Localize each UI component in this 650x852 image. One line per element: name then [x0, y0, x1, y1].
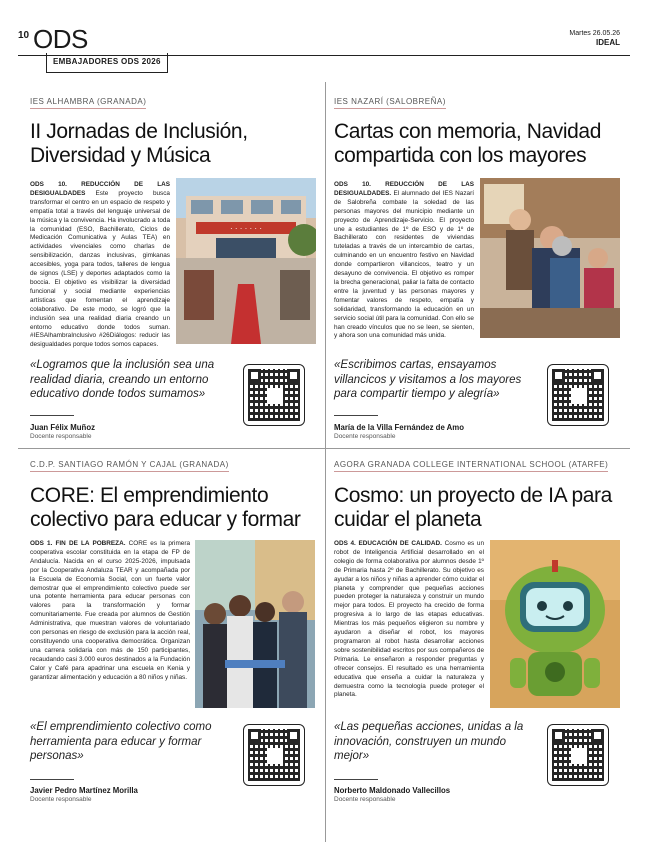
- signature-rule: [30, 415, 74, 416]
- pull-quote: «Escribimos cartas, ensayamos villancicos y visitamos a los mayores para compartir tiempo y alegría»: [334, 359, 522, 400]
- school-label: AGORA GRANADA COLLEGE INTERNATIONAL SCHOOL (ATARFE): [334, 460, 608, 472]
- signature-rule: [334, 779, 378, 780]
- school-label: IES NAZARÍ (SALOBREÑA): [334, 97, 446, 109]
- cosmo-robot-photo: [490, 540, 620, 708]
- article-title: CORE: El emprendimiento colectivo para educar y formar: [30, 484, 301, 531]
- article-body: [30, 181, 170, 350]
- article-title: Cartas con memoria, Navidad compartida con los mayores: [334, 120, 601, 167]
- school-label: C.D.P. SANTIAGO RAMÓN Y CAJAL (GRANADA): [30, 460, 229, 472]
- section-title: ODS: [33, 24, 88, 54]
- page-number: 10: [18, 30, 30, 41]
- signature-rule: [334, 415, 378, 416]
- pull-quote: «El emprendimiento colectivo como herramienta para educar y formar personas»: [30, 721, 212, 762]
- qr-code[interactable]: [243, 724, 305, 786]
- column-divider: [325, 82, 326, 842]
- article-title: II Jornadas de Inclusión, Diversidad y Música: [30, 120, 248, 167]
- author-block: [30, 786, 138, 803]
- svg-text:· · · · · · ·: · · · · · · ·: [230, 224, 262, 233]
- article-body: [334, 540, 484, 700]
- body-text: CORE es la primera cooperativa escolar constituida en la etapa de FP de Andalucía. Nacida en el curso 2025-2026, impulsada por la Cooperativa Andaluza TEAR y acompañada por la Escuela de Economía Social, con un fuerte valor demostrar que el emprendimiento colectivo puede ser una potente herramienta para educar personas con valores para la transformación y formar comunitariamente. Fue creada por alumnos de Gestión Administrativa, que muestran valores de voluntariado con personas en riesgo de exclusión para la acción real, constituyendo una cooperativa democrática. Organizan una carrera solidaria con más de 150 participantes, recaudando casi 3.000 euros destinados a la Fundación Calor y Café para apadrinar una escuela en Kenia y garantizar alimentación y educación a 80 niños y niñas.: [30, 540, 190, 681]
- date: Martes 26.05.26: [569, 30, 620, 37]
- qr-code[interactable]: [547, 364, 609, 426]
- author-role: Docente responsable: [30, 433, 92, 440]
- author-name: María de la Villa Fernández de Amo: [334, 423, 464, 432]
- body-text: Este proyecto busca transformar el centro en un espacio de respeto y empatía total a través del lenguaje universal de la música y la convivencia. Ha involucrado a toda la comunidad (ESO, Bachillerato, Ciclos de Medicación Comunicativa y Aulas TEA) en actividades vivenciales como charlas de sensibilización, danzas inclusivas, gimkanas accesibles, yoga para todos, talleres de lengua de signos (LSE) y deportes adaptados como la boccia. El objetivo es visibilizar la diversidad funcional y social mediante experiencias artísticas que fomentan el aprendizaje colaborativo. De este modo, se logró que la inclusión sea una realidad diaria creando un entorno educativo donde todos suman. #IESAlhambraInclusivo #26Diálogos: reducir las desigualdades porque todos somos capaces.: [30, 189, 170, 349]
- ods-lead: ODS 10. REDUCCIÓN DE LAS DESIGUALDADES: [30, 181, 170, 197]
- row-divider: [18, 448, 630, 449]
- ods-lead: ODS 4. EDUCACIÓN DE CALIDAD.: [334, 540, 442, 547]
- pull-quote: «Logramos que la inclusión sea una realidad diaria, creando un entorno educativo donde todos sumamos»: [30, 359, 215, 400]
- elderly-hug-photo: [480, 178, 620, 338]
- qr-code[interactable]: [547, 724, 609, 786]
- author-name: Juan Félix Muñoz: [30, 423, 95, 432]
- pull-quote: «Las pequeñas acciones, unidas a la innovación, construyen un mundo mejor»: [334, 721, 524, 762]
- author-block: [334, 423, 464, 440]
- author-block: [30, 423, 95, 440]
- school-entrance-photo: [176, 178, 316, 344]
- ods-lead: ODS 10. REDUCCIÓN DE LAS DESIGUALDADES.: [334, 181, 474, 197]
- cooperative-students-photo: [195, 540, 315, 708]
- body-text: El alumnado del IES Nazarí de Salobreña combate la soledad de las personas mayores del municipio mediante un proyecto de Aprendizaje-Servicio. El proyecto une a estudiantes de 1º de ESO y de 1º de Bachillerato con residentes de viviendas tuteladas a través de un intercambio de cartas, culminando en un encuentro festivo en Navidad donde compartieron villancicos, teatro y un desayuno de convivencia. El objetivo es romper la brecha generacional, paliar la falta de contacto entre la juventud y las personas mayores y fomentar valores de respeto, empatía y solidaridad, transformando la educación en un servicio social útil para la comunidad. Con ello se han creado vínculos que no se leen, se sienten, y ahora son una comunidad más unida.: [334, 189, 474, 340]
- article-body: [334, 181, 474, 341]
- school-label: IES ALHAMBRA (GRANADA): [30, 97, 146, 109]
- section-tag: EMBAJADORES ODS 2026: [46, 53, 168, 73]
- author-name: Javier Pedro Martínez Morilla: [30, 786, 138, 795]
- author-name: Norberto Maldonado Vallecillos: [334, 786, 451, 795]
- signature-rule: [30, 779, 74, 780]
- article-title: Cosmo: un proyecto de IA para cuidar el planeta: [334, 484, 612, 531]
- author-block: [334, 786, 450, 803]
- author-role: Docente responsable: [334, 796, 396, 803]
- ods-lead: ODS 1. FIN DE LA POBREZA.: [30, 540, 126, 547]
- author-role: Docente responsable: [30, 796, 92, 803]
- article-body: [30, 540, 190, 683]
- dateline: [569, 29, 620, 48]
- qr-code[interactable]: [243, 364, 305, 426]
- author-role: Docente responsable: [334, 433, 396, 440]
- newspaper-name: IDEAL: [596, 38, 620, 47]
- body-text: Cosmo es un robot de Inteligencia Artificial desarrollado en el colegio de forma colaborativa por alumnos desde 1º de Primaria hasta 2º de Bachillerato. Su objetivo es ayudar a los niños y niñas a aprender cómo cuidar el planeta y comprender que pequeñas acciones pueden proteger la naturaleza y construir un mundo mejor para todos. El proyecto ha crecido de forma progresiva a lo largo de las etapas educativas. Mientras los más pequeños eligieron su nombre y ayudaron a diseñar el robot, los mayores programaron al robot hasta desarrollar acciones sobre sostenibilidad escritos por sus compañeros de Primaria. Le enseñaron a responder preguntas y ofrecer consejos. El resultado es una herramienta educativa que enseña a cuidar la naturaleza y demuestra como la tecnología puede proteger el planeta.: [334, 540, 485, 699]
